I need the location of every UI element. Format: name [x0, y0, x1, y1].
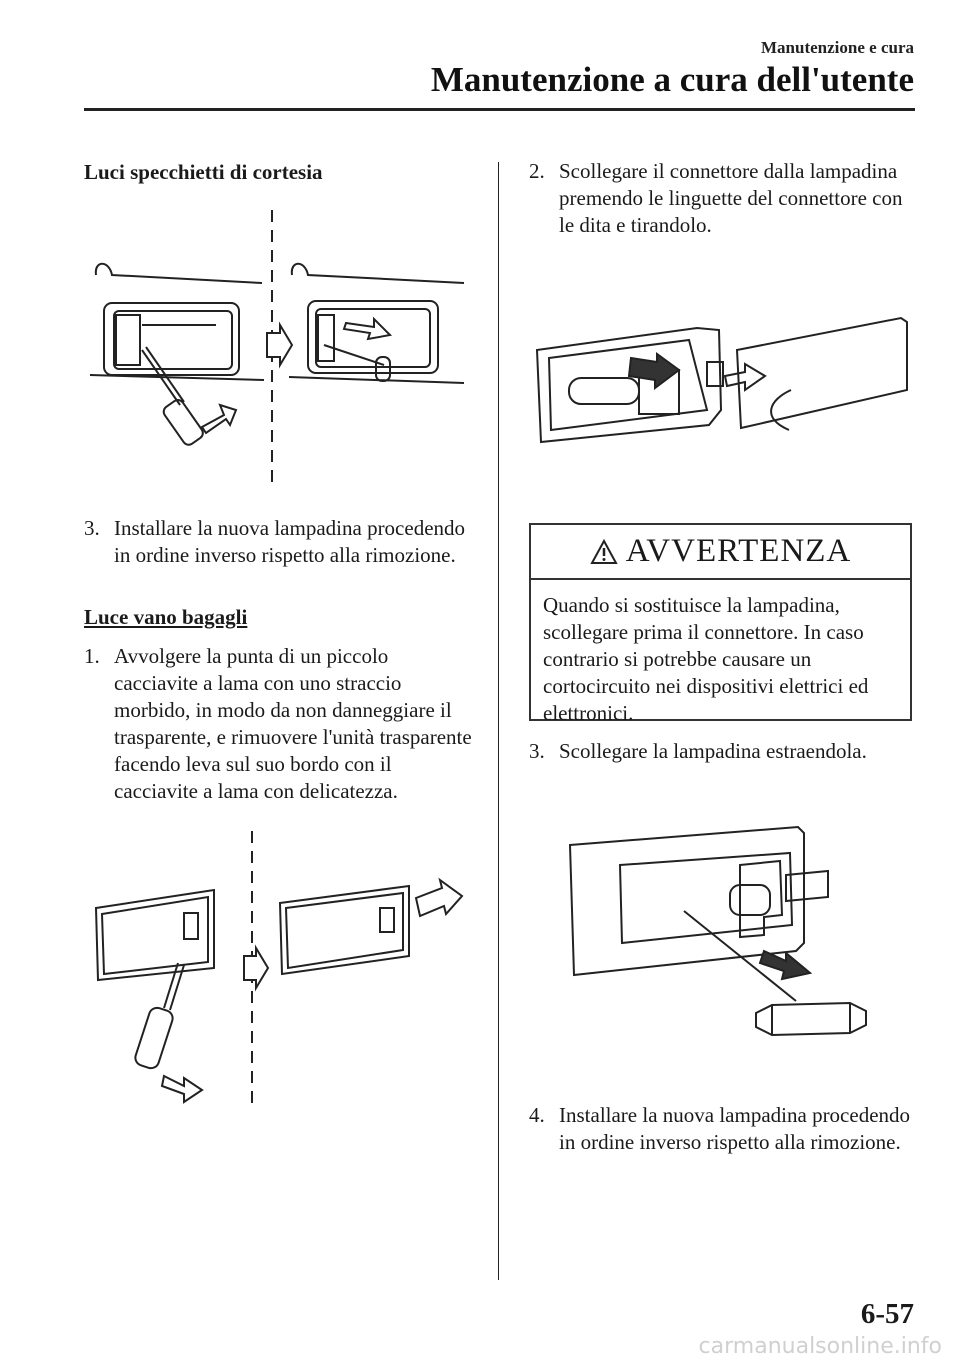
warning-triangle-icon: [590, 539, 618, 565]
column-divider: [498, 162, 499, 1280]
step-text: Avvolgere la punta di un piccolo cacciavite a lama con uno straccio morbido, in modo da non danneggiare il trasparente, e rimuovere l'unità trasparente facendo leva sul suo bordo con il cacciavite a lama con delicatezza.: [114, 644, 472, 803]
section-title-mirror-lights: Luci specchietti di cortesia: [84, 160, 323, 184]
warning-header: [531, 525, 910, 580]
luggage-light-lens-removal-illustration: [84, 828, 474, 1113]
step-number: 3.: [529, 739, 545, 763]
step-text: Scollegare la lampadina estraendola.: [559, 739, 867, 763]
watermark-url: carmanualsonline.info: [698, 1334, 942, 1359]
warning-title: AVVERTENZA: [625, 533, 852, 569]
header-section-label: Manutenzione e cura: [761, 38, 914, 57]
left-step-3: [84, 515, 474, 569]
mirror-light-removal-illustration: [84, 205, 474, 495]
step-number: 1.: [84, 644, 100, 668]
subheading-luggage-light: Luce vano bagagli: [84, 605, 248, 629]
step-text: Installare la nuova lampadina procedendo in ordine inverso rispetto alla rimozione.: [114, 516, 466, 567]
header-rule: [84, 108, 915, 111]
warning-text: Quando si sostituisce la lampadina, scollegare prima il connettore. In caso contrario si potrebbe causare un cortocircuito nei dispositivi elettrici ed elettronici.: [543, 593, 869, 725]
step-text: Scollegare il connettore dalla lampadina premendo le linguette del connettore con le dita e tirandolo.: [559, 159, 903, 237]
page-title: Manutenzione a cura dell'utente: [430, 60, 914, 99]
warning-box: [529, 523, 912, 725]
right-step-3: [529, 738, 919, 765]
right-step-4: [529, 1102, 919, 1156]
step-number: 2.: [529, 159, 545, 183]
connector-disconnect-illustration: [529, 300, 919, 450]
step-text: Installare la nuova lampadina procedendo in ordine inverso rispetto alla rimozione.: [559, 1103, 911, 1154]
left-step-1: [84, 643, 474, 805]
page-number: 6-57: [860, 1298, 914, 1330]
step-number: 4.: [529, 1103, 545, 1127]
bulb-removal-illustration: [560, 825, 890, 1055]
step-number: 3.: [84, 516, 100, 540]
right-step-2: [529, 158, 919, 239]
